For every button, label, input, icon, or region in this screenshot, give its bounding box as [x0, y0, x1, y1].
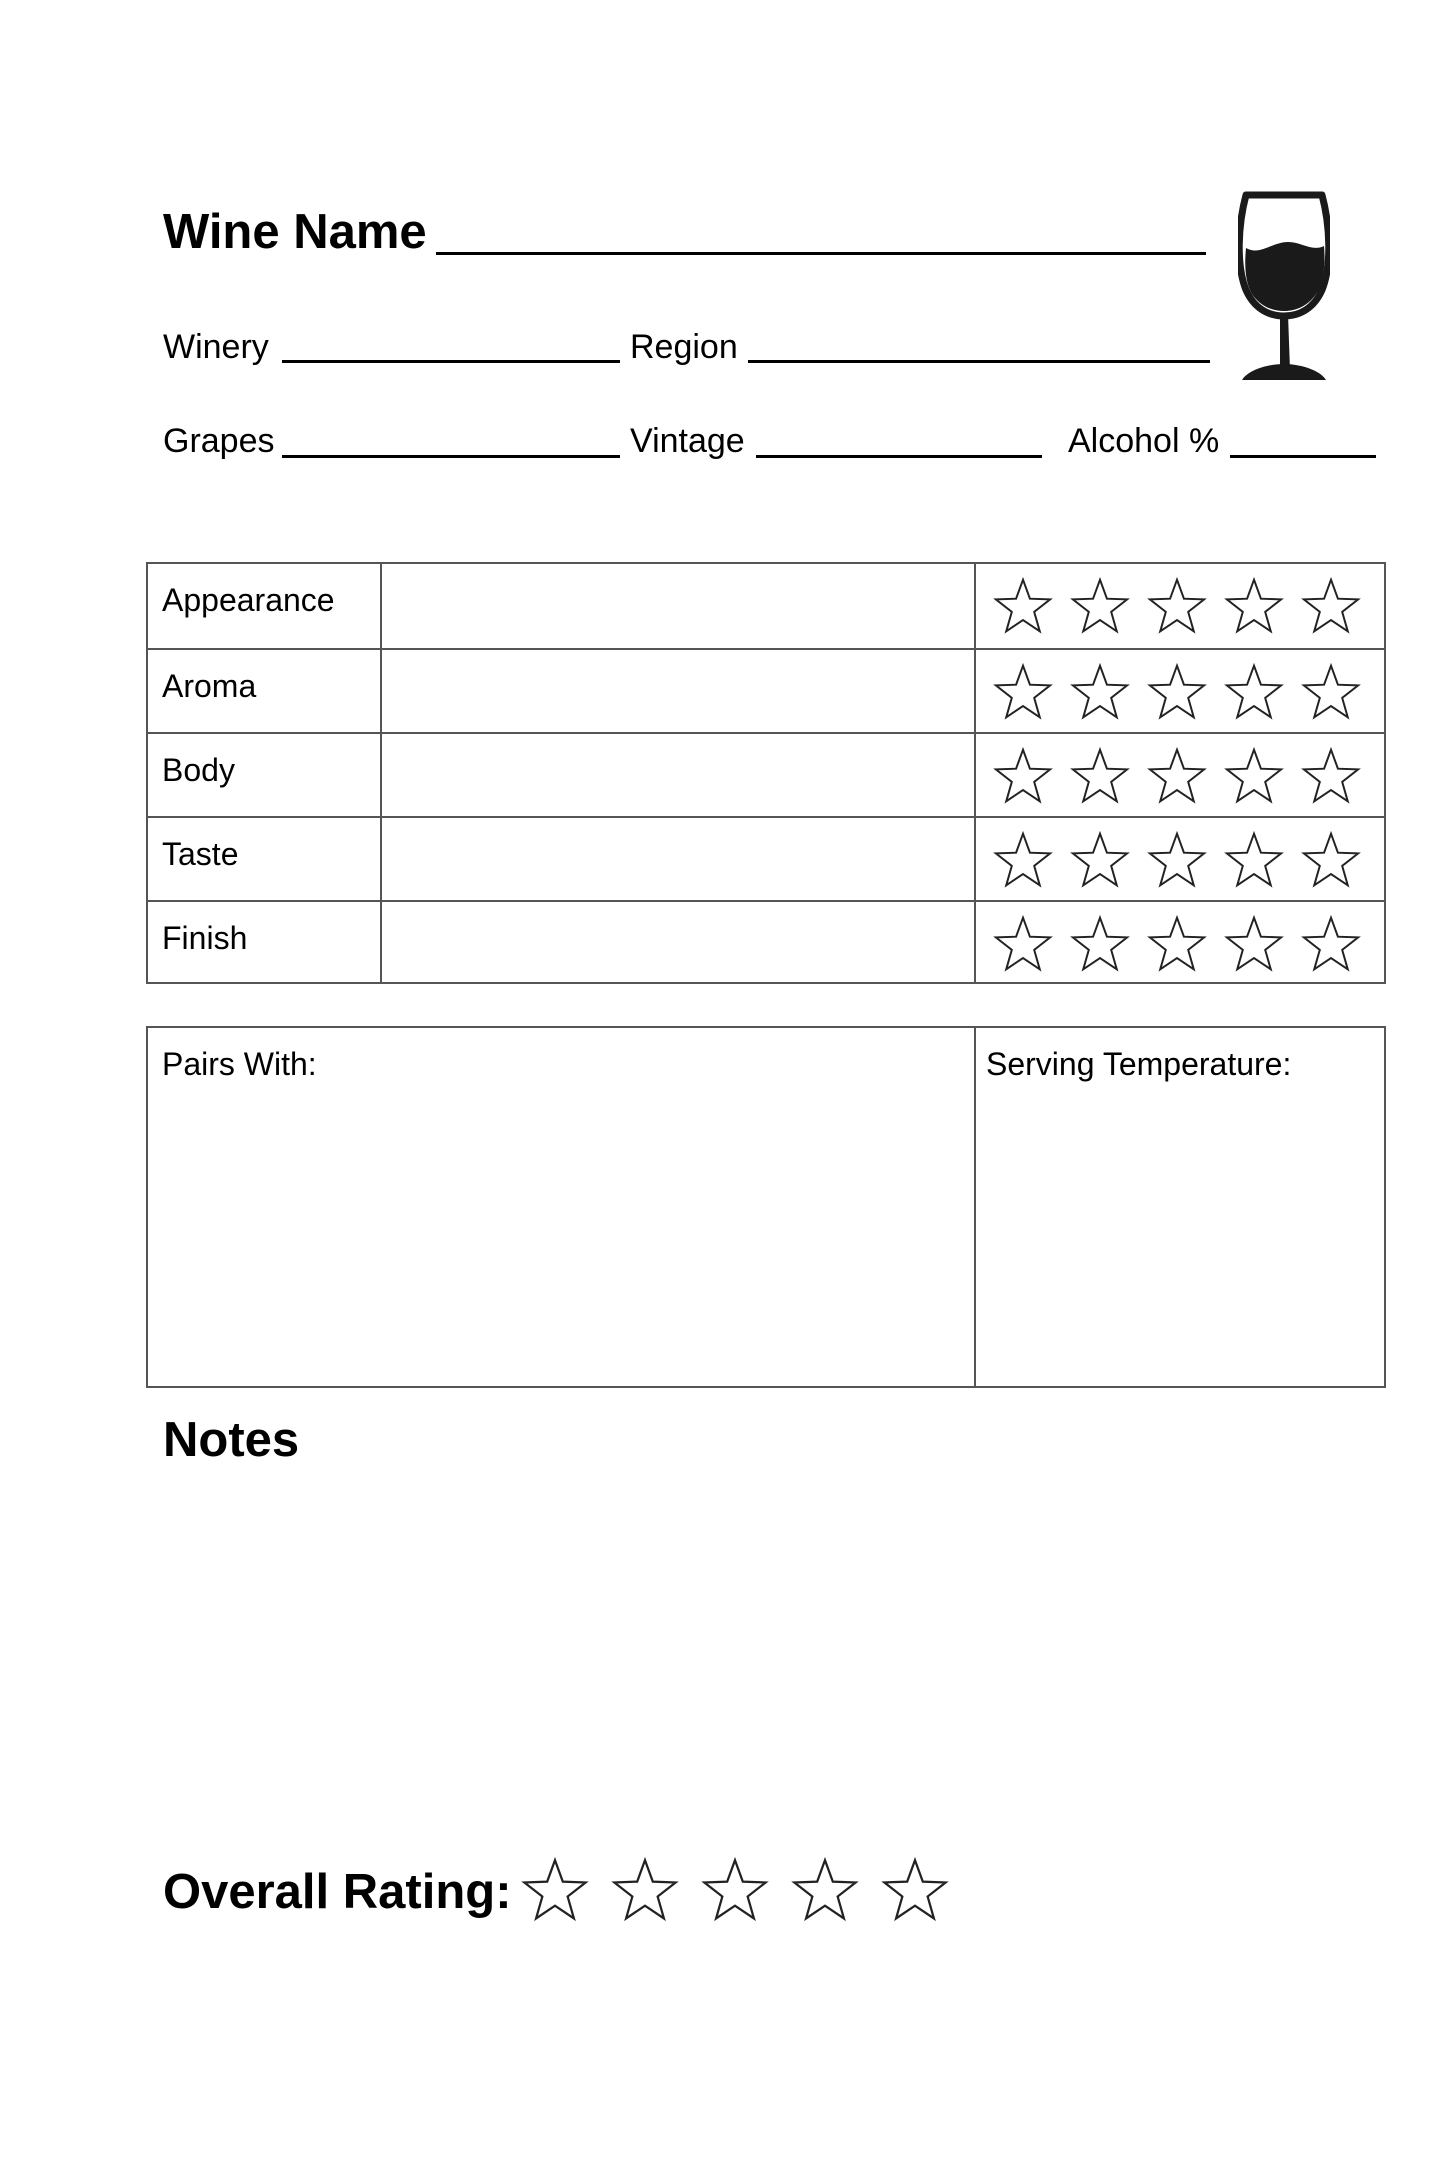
wine-glass-icon [1238, 190, 1330, 385]
star-outline-icon[interactable] [1144, 914, 1210, 976]
alcohol-label: Alcohol % [1068, 422, 1220, 460]
star-rating[interactable] [990, 830, 1364, 892]
rating-row-taste [148, 816, 1384, 900]
star-outline-icon[interactable] [1144, 576, 1210, 638]
overall-star-rating[interactable] [518, 1856, 952, 1926]
star-outline-icon[interactable] [1298, 576, 1364, 638]
star-rating[interactable] [990, 662, 1364, 724]
star-outline-icon[interactable] [1221, 662, 1287, 724]
pairing-box [146, 1026, 1386, 1388]
region-field[interactable] [748, 360, 1210, 363]
star-outline-icon[interactable] [1067, 746, 1133, 808]
column-divider [974, 1028, 976, 1386]
star-rating[interactable] [990, 746, 1364, 808]
star-outline-icon[interactable] [1067, 914, 1133, 976]
rating-row-aroma [148, 648, 1384, 732]
star-outline-icon[interactable] [1067, 576, 1133, 638]
rating-label: Finish [162, 920, 248, 956]
star-rating[interactable] [990, 914, 1364, 976]
pairs-with-label: Pairs With: [162, 1046, 317, 1082]
notes-heading: Notes [163, 1413, 300, 1467]
notes-area[interactable] [163, 1480, 1383, 1810]
overall-rating-label: Overall Rating: [163, 1865, 512, 1919]
star-outline-icon[interactable] [1298, 914, 1364, 976]
star-outline-icon[interactable] [1221, 914, 1287, 976]
vintage-label: Vintage [630, 422, 745, 460]
star-outline-icon[interactable] [1221, 746, 1287, 808]
star-outline-icon[interactable] [608, 1856, 682, 1926]
star-outline-icon[interactable] [698, 1856, 772, 1926]
star-outline-icon[interactable] [990, 662, 1056, 724]
star-outline-icon[interactable] [990, 914, 1056, 976]
alcohol-field[interactable] [1230, 455, 1376, 458]
region-label: Region [630, 328, 738, 366]
star-outline-icon[interactable] [1144, 830, 1210, 892]
star-outline-icon[interactable] [1144, 746, 1210, 808]
winery-label: Winery [163, 328, 269, 366]
grapes-field[interactable] [282, 455, 620, 458]
wine-name-label: Wine Name [163, 205, 427, 259]
rating-row-finish [148, 900, 1384, 984]
star-outline-icon[interactable] [1298, 746, 1364, 808]
rating-label: Body [162, 752, 235, 788]
rating-row-appearance [148, 564, 1384, 648]
star-outline-icon[interactable] [788, 1856, 862, 1926]
star-outline-icon[interactable] [1144, 662, 1210, 724]
star-outline-icon[interactable] [1298, 830, 1364, 892]
rating-label: Aroma [162, 668, 257, 704]
winery-field[interactable] [282, 360, 620, 363]
rating-label: Taste [162, 836, 239, 872]
star-outline-icon[interactable] [990, 746, 1056, 808]
wine-name-field[interactable] [436, 252, 1206, 255]
star-outline-icon[interactable] [878, 1856, 952, 1926]
star-outline-icon[interactable] [1067, 662, 1133, 724]
star-rating[interactable] [990, 576, 1364, 638]
serving-temperature-label: Serving Temperature: [986, 1046, 1292, 1082]
star-outline-icon[interactable] [1221, 576, 1287, 638]
star-outline-icon[interactable] [990, 576, 1056, 638]
star-outline-icon[interactable] [990, 830, 1056, 892]
rating-label: Appearance [162, 582, 335, 618]
star-outline-icon[interactable] [1067, 830, 1133, 892]
vintage-field[interactable] [756, 455, 1042, 458]
star-outline-icon[interactable] [1221, 830, 1287, 892]
star-outline-icon[interactable] [1298, 662, 1364, 724]
rating-row-body [148, 732, 1384, 816]
ratings-table [146, 562, 1386, 984]
grapes-label: Grapes [163, 422, 275, 460]
star-outline-icon[interactable] [518, 1856, 592, 1926]
